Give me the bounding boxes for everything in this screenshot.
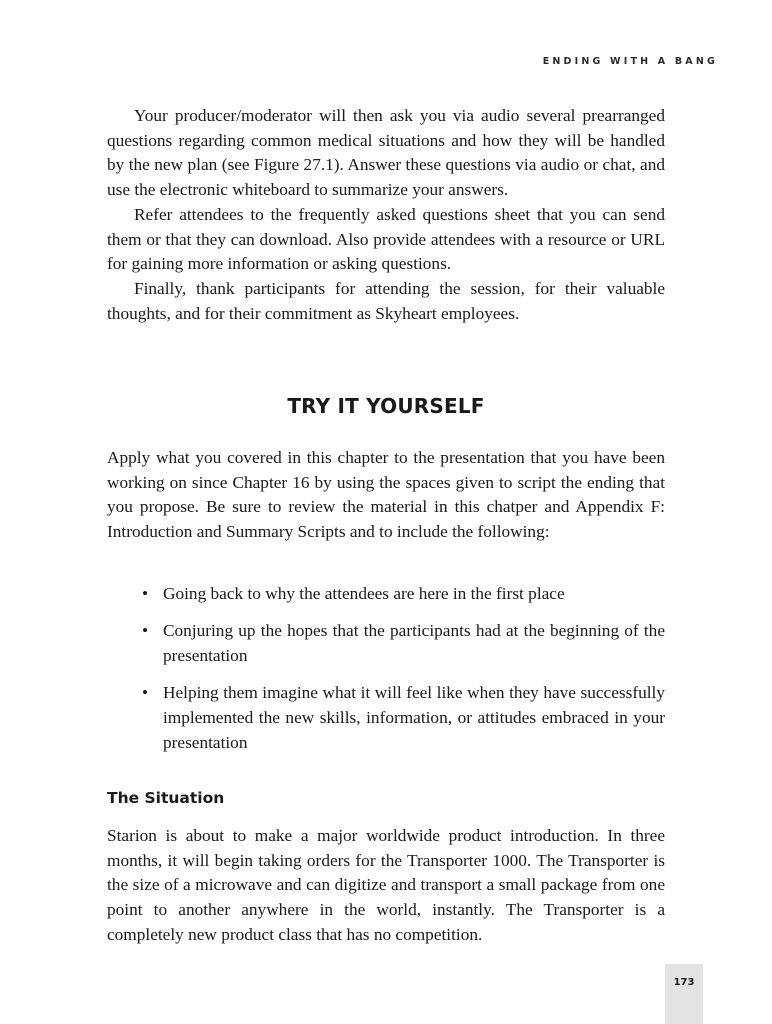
bullet-icon: • — [142, 683, 149, 703]
intro-paragraph-2: Refer attendees to the frequently asked questions sheet that you can send them or that they can download. Also provide attendees with a resource or URL for gaining more information or asking questions. — [107, 204, 665, 274]
intro-paragraph-1: Your producer/moderator will then ask you via audio several prearranged questions regarding common medical situations and how they will be handled by the new plan (see Figure 27.1). Answer these questions via audio or chat, and use the electronic whiteboard to summarize your answers. — [107, 106, 665, 200]
list-item-text: Conjuring up the hopes that the participants had at the beginning of the presentation — [163, 621, 665, 666]
list-item — [142, 681, 665, 755]
page-number: 173 — [673, 977, 695, 988]
list-item-text: Going back to why the attendees are here in the first place — [163, 584, 565, 603]
list-item — [142, 619, 665, 668]
intro-text — [107, 104, 665, 326]
bullet-icon: • — [142, 584, 149, 603]
page-number-tab — [665, 964, 703, 1024]
list-item-text: Helping them imagine what it will feel like when they have successfully implemented the new skills, information, or attitudes embraced in your presentation — [163, 683, 665, 752]
apply-paragraph: Apply what you covered in this chapter to the presentation that you have been working on since Chapter 16 by using the spaces given to script the ending that you propose. Be sure to review the material in this chatper and Appendix F: Introduction and Summary Scripts and to include the following: — [107, 448, 665, 542]
running-head: ENDING WITH A BANG — [542, 56, 718, 67]
bullet-list — [142, 582, 665, 768]
situation-paragraph: Starion is about to make a major worldwide product introduction. In three months, it will begin taking orders for the Transporter 1000. The Transporter is the size of a microwave and can digitize and transport a small package from one point to another anywhere in the world, instantly. The Transporter is a completely new product class that has no competition. — [107, 826, 665, 944]
apply-text — [107, 446, 665, 545]
section-title: TRY IT YOURSELF — [287, 394, 485, 418]
situation-text — [107, 824, 665, 948]
subsection-title: The Situation — [107, 789, 225, 807]
intro-paragraph-3: Finally, thank participants for attending the session, for their valuable thoughts, and for their commitment as Skyheart employees. — [107, 278, 665, 323]
bullet-icon: • — [142, 621, 149, 641]
list-item — [142, 582, 665, 607]
